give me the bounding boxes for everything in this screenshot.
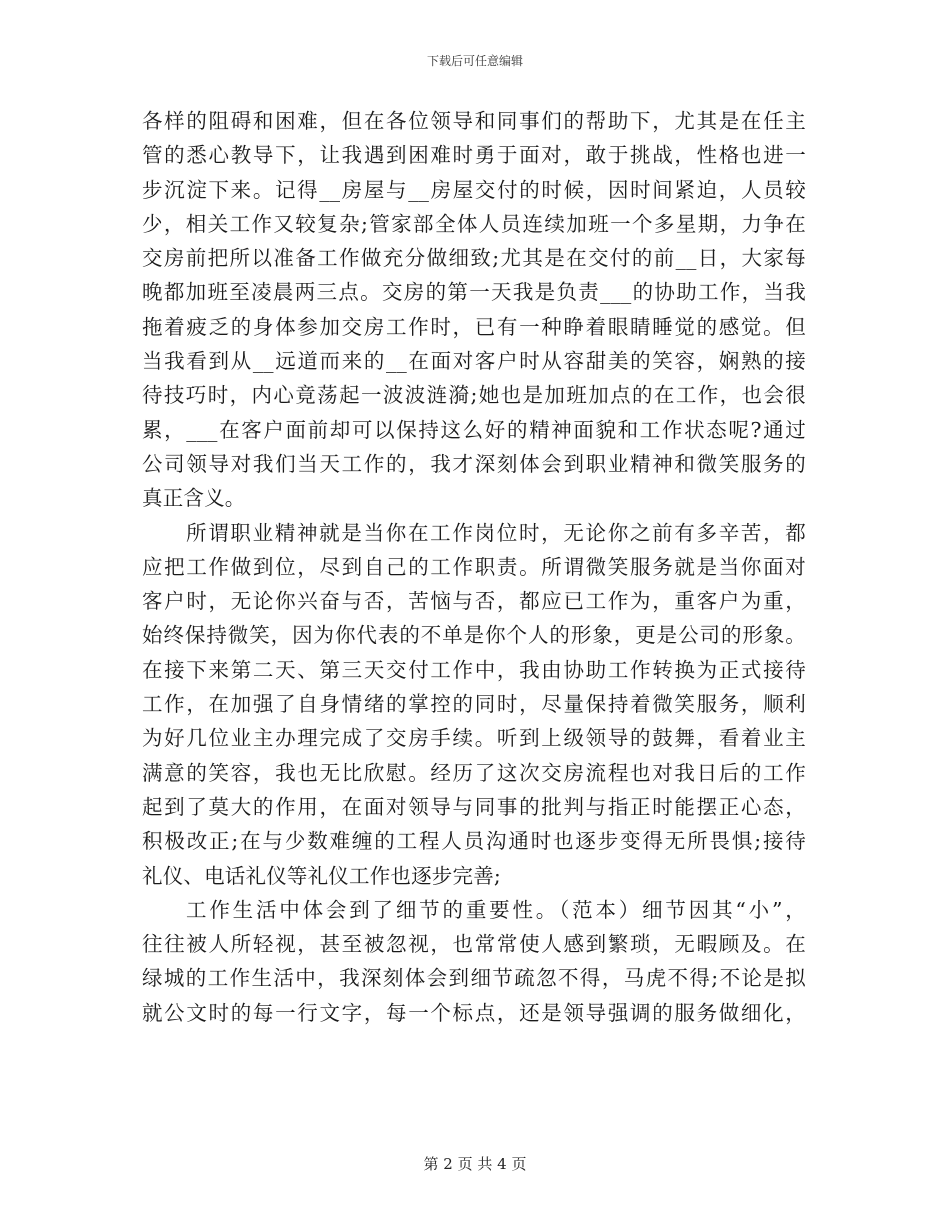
- text-line: 交房前把所以准备工作做充分做细致;尤其是在交付的前__日，大家每: [142, 246, 806, 271]
- text-line: 拖着疲乏的身体参加交房工作时，已有一种睁着眼睛睡觉的感觉。但: [142, 314, 806, 339]
- text-line: 步沉淀下来。记得__房屋与__房屋交付的时候，因时间紧迫，人员较: [142, 177, 806, 202]
- text-line: 礼仪、电话礼仪等礼仪工作也逐步完善;: [142, 863, 502, 888]
- text-line: 各样的阻碍和困难，但在各位领导和同事们的帮助下，尤其是在任主: [142, 109, 806, 133]
- text-line: 晚都加班至凌晨两三点。交房的第一天我是负责___的协助工作，当我: [142, 280, 806, 305]
- text-line: 始终保持微笑，因为你代表的不单是你个人的形象，更是公司的形象。: [142, 623, 806, 648]
- text-line: 满意的笑容，我也无比欣慰。经历了这次交房流程也对我日后的工作: [142, 760, 806, 785]
- text-line: 积极改正;在与少数难缠的工程人员沟通时也逐步变得无所畏惧;接待: [142, 829, 806, 854]
- text-line: 少，相关工作又较复杂;管家部全体人员连续加班一个多星期，力争在: [142, 211, 806, 236]
- text-line: 就公文时的每一行文字，每一个标点，还是领导强调的服务做细化，: [142, 1000, 806, 1025]
- text-line: 待技巧时，内心竟荡起一波波涟漪;她也是加班加点的在工作，也会很: [142, 383, 806, 408]
- text-line: 起到了莫大的作用，在面对领导与同事的批判与指正时能摆正心态，: [142, 794, 806, 819]
- page-header: 下载后可任意编辑: [426, 54, 523, 68]
- text-line: 工作，在加强了自身情绪的掌控的同时，尽量保持着微笑服务，顺利: [142, 692, 806, 717]
- text-line: 所谓职业精神就是当你在工作岗位时，无论你之前有多辛苦，都: [186, 520, 806, 545]
- text-line: 工作生活中体会到了细节的重要性。（范本）细节因其“小”，: [186, 897, 806, 922]
- text-line: 当我看到从__远道而来的__在面对客户时从容甜美的笑容，娴熟的接: [142, 349, 806, 374]
- paragraph-1: [142, 104, 806, 516]
- text-line: 在接下来第二天、第三天交付工作中，我由协助工作转换为正式接待: [142, 657, 806, 682]
- text-line: 真正含义。: [142, 486, 246, 511]
- text-line: 应把工作做到位，尽到自己的工作职责。所谓微笑服务就是当你面对: [142, 554, 806, 579]
- text-line: 客户时，无论你兴奋与否，苦恼与否，都应已工作为，重客户为重，: [142, 589, 806, 614]
- text-line: 累，___在客户面前却可以保持这么好的精神面貌和工作状态呢?通过: [142, 417, 806, 442]
- text-line: 公司领导对我们当天工作的，我才深刻体会到职业精神和微笑服务的: [142, 451, 806, 476]
- document-body: [142, 104, 806, 1030]
- text-line: 为好几位业主办理完成了交房手续。听到上级领导的鼓舞，看着业主: [142, 726, 806, 751]
- paragraph-3: [142, 893, 806, 1030]
- page-number-footer: 第 2 页 共 4 页: [423, 1155, 527, 1173]
- text-line: 往往被人所轻视，甚至被忽视，也常常使人感到繁琐，无暇顾及。在: [142, 932, 806, 957]
- paragraph-2: [142, 516, 806, 893]
- text-line: 绿城的工作生活中，我深刻体会到细节疏忽不得，马虎不得;不论是拟: [142, 966, 806, 991]
- text-line: 管的悉心教导下，让我遇到困难时勇于面对，敢于挑战，性格也进一: [142, 143, 806, 168]
